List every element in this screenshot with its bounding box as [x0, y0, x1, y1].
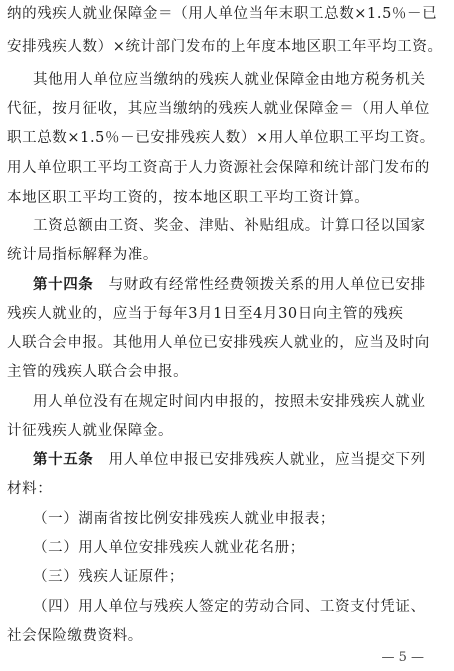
body-line: 安排残疾人数）×统计部门发布的上年度本地区职工年平均工资。 [7, 39, 443, 55]
list-item: （二）用人单位安排残疾人就业花名册； [33, 540, 305, 556]
body-line: 工资总额由工资、奖金、津贴、补贴组成。计算口径以国家 [33, 218, 426, 234]
body-line: 人联合会申报。其他用人单位已安排残疾人就业的，应当及时向 [7, 335, 430, 351]
list-item: （三）残疾人证原件； [33, 569, 184, 585]
body-line: 统计局指标解释为准。 [7, 247, 158, 263]
body-line: 用人单位没有在规定时间内申报的，按照未安排残疾人就业 [33, 394, 426, 410]
body-line: 残疾人就业的，应当于每年3月1日至4月30日向主管的残疾 [7, 306, 404, 322]
article-14-heading: 第十四条 [33, 276, 94, 293]
body-line: 主管的残疾人联合会申报。 [7, 364, 189, 380]
body-line: 其他用人单位应当缴纳的残疾人就业保障金由地方税务机关 [33, 72, 426, 88]
body-line: 职工总数×1.5％－已安排残疾人数）×用人单位职工平均工资。 [7, 130, 435, 146]
list-item: （四）用人单位与残疾人签定的劳动合同、工资支付凭证、 [33, 599, 426, 615]
body-line: 材料： [7, 481, 53, 497]
body-line: 用人单位职工平均工资高于人力资源社会保障和统计部门发布的 [7, 160, 430, 176]
body-line: 计征残疾人就业保障金。 [7, 423, 174, 439]
body-text: 用人单位申报已安排残疾人就业，应当提交下列 [108, 452, 426, 468]
article-15-line [33, 450, 454, 470]
body-line: 代征，按月征收，其应当缴纳的残疾人就业保障金＝（用人单位 [7, 101, 430, 117]
body-line: 纳的残疾人就业保障金＝（用人单位当年末职工总数×1.5％－已 [7, 6, 438, 22]
body-line: 社会保险缴费资料。 [7, 628, 143, 644]
page-number: — 5 — [381, 650, 424, 665]
article-14-line [33, 275, 454, 295]
body-line: 本地区职工平均工资的，按本地区职工平均工资计算。 [7, 190, 370, 206]
body-text: 与财政有经常性经费领拨关系的用人单位已安排 [108, 277, 426, 293]
list-item: （一）湖南省按比例安排残疾人就业申报表； [33, 511, 335, 527]
article-15-heading: 第十五条 [33, 451, 94, 468]
